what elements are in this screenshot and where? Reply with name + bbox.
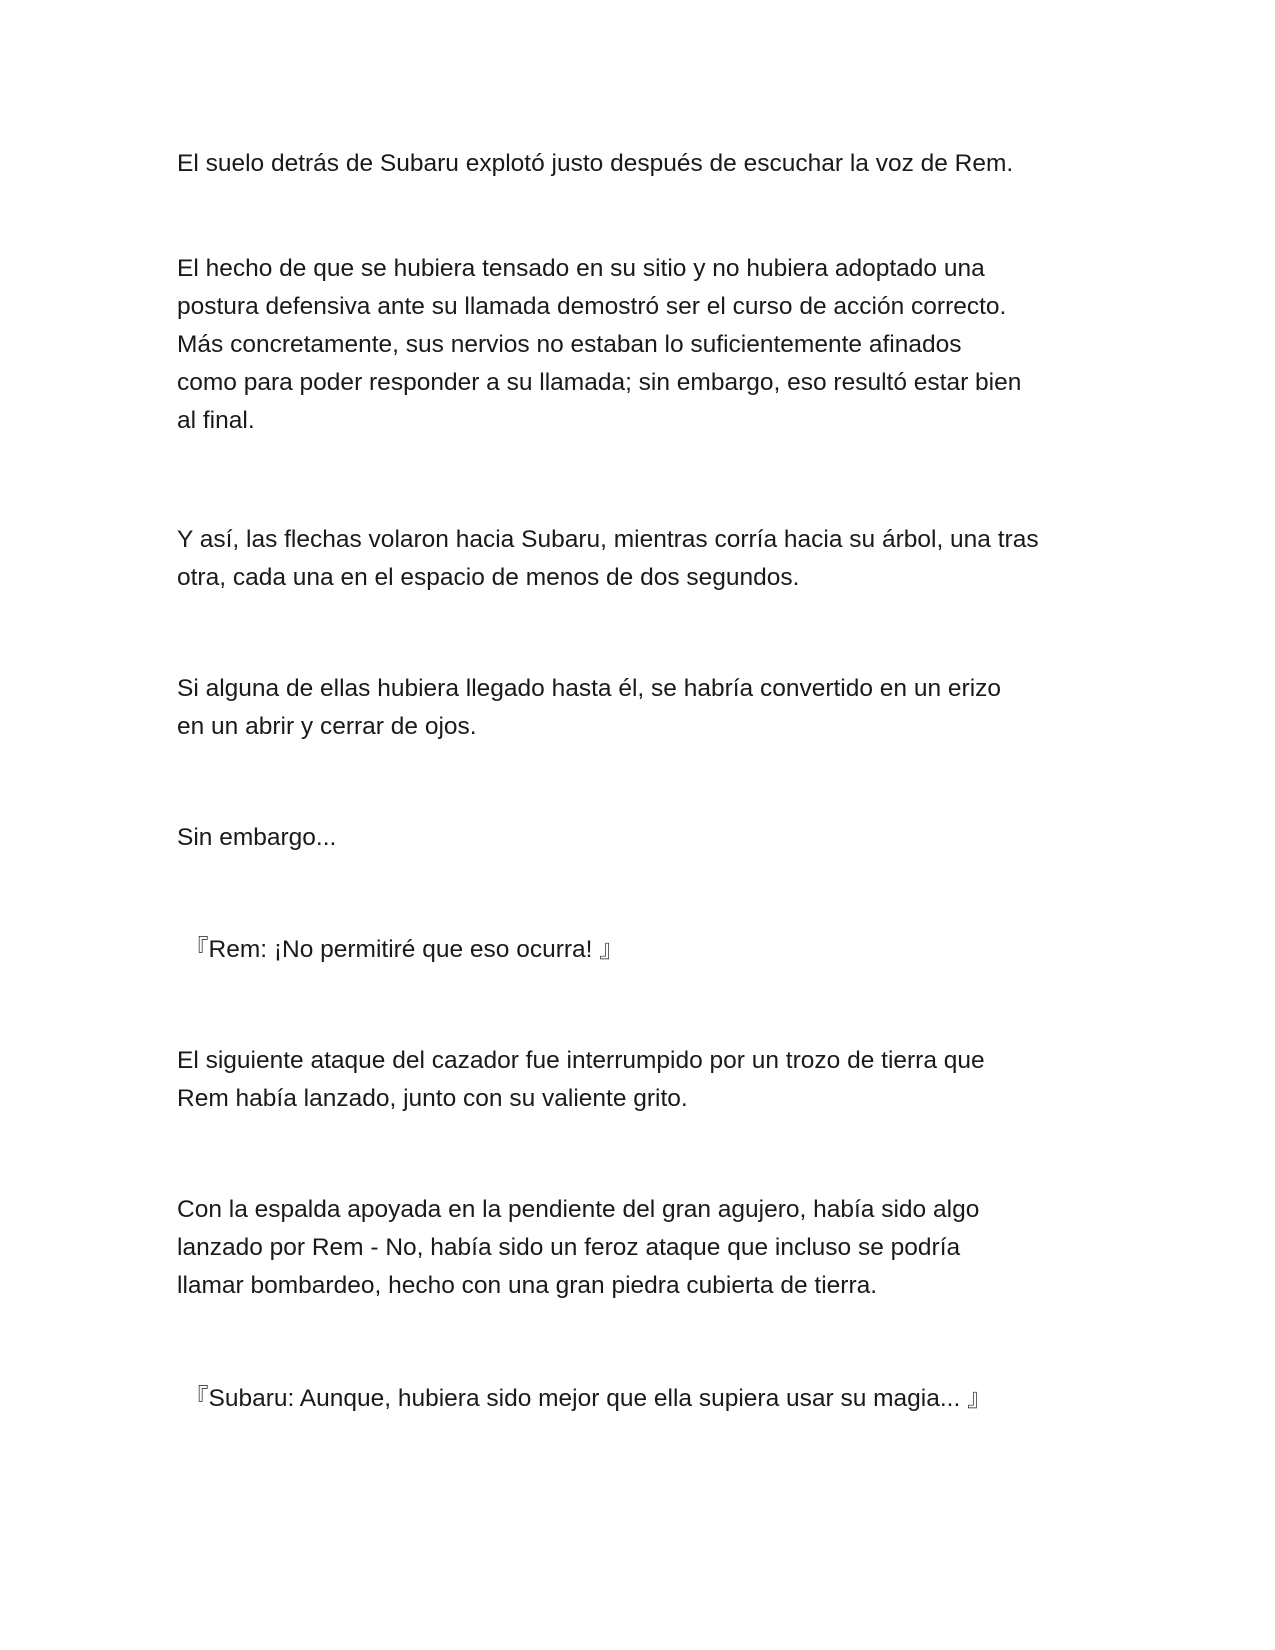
paragraph-line: postura defensiva ante su llamada demostró ser el curso de acción correcto. xyxy=(177,293,1007,320)
paragraph-line: El suelo detrás de Subaru explotó justo después de escuchar la voz de Rem. xyxy=(177,150,1014,177)
paragraph-line: en un abrir y cerrar de ojos. xyxy=(177,713,477,740)
paragraph-line: El siguiente ataque del cazador fue interrumpido por un trozo de tierra que xyxy=(177,1047,985,1074)
dialogue-line: 『Subaru: Aunque, hubiera sido mejor que ella supiera usar su magia... 』 xyxy=(184,1385,992,1412)
paragraph-1 xyxy=(177,145,1117,183)
paragraph-line: otra, cada una en el espacio de menos de dos segundos. xyxy=(177,564,800,591)
paragraph-2 xyxy=(177,250,1117,440)
paragraph-line: El hecho de que se hubiera tensado en su sitio y no hubiera adoptado una xyxy=(177,255,985,282)
paragraph-line: Con la espalda apoyada en la pendiente del gran agujero, había sido algo xyxy=(177,1196,980,1223)
dialogue-rem xyxy=(184,931,1124,969)
paragraph-4 xyxy=(177,670,1117,746)
paragraph-6 xyxy=(177,1042,1117,1118)
paragraph-line: Sin embargo... xyxy=(177,824,337,851)
dialogue-subaru xyxy=(184,1380,1124,1418)
paragraph-line: Si alguna de ellas hubiera llegado hasta él, se habría convertido en un erizo xyxy=(177,675,1002,702)
paragraph-7 xyxy=(177,1191,1117,1305)
paragraph-line: Y así, las flechas volaron hacia Subaru, mientras corría hacia su árbol, una tras xyxy=(177,526,1039,553)
paragraph-line: al final. xyxy=(177,407,255,434)
dialogue-line: 『Rem: ¡No permitiré que eso ocurra! 』 xyxy=(184,936,624,963)
paragraph-line: como para poder responder a su llamada; sin embargo, eso resultó estar bien xyxy=(177,369,1022,396)
paragraph-line: Más concretamente, sus nervios no estaban lo suficientemente afinados xyxy=(177,331,962,358)
paragraph-line: Rem había lanzado, junto con su valiente grito. xyxy=(177,1085,688,1112)
paragraph-line: llamar bombardeo, hecho con una gran piedra cubierta de tierra. xyxy=(177,1272,878,1299)
paragraph-3 xyxy=(177,521,1117,597)
paragraph-line: lanzado por Rem - No, había sido un feroz ataque que incluso se podría xyxy=(177,1234,961,1261)
paragraph-5 xyxy=(177,819,1117,857)
